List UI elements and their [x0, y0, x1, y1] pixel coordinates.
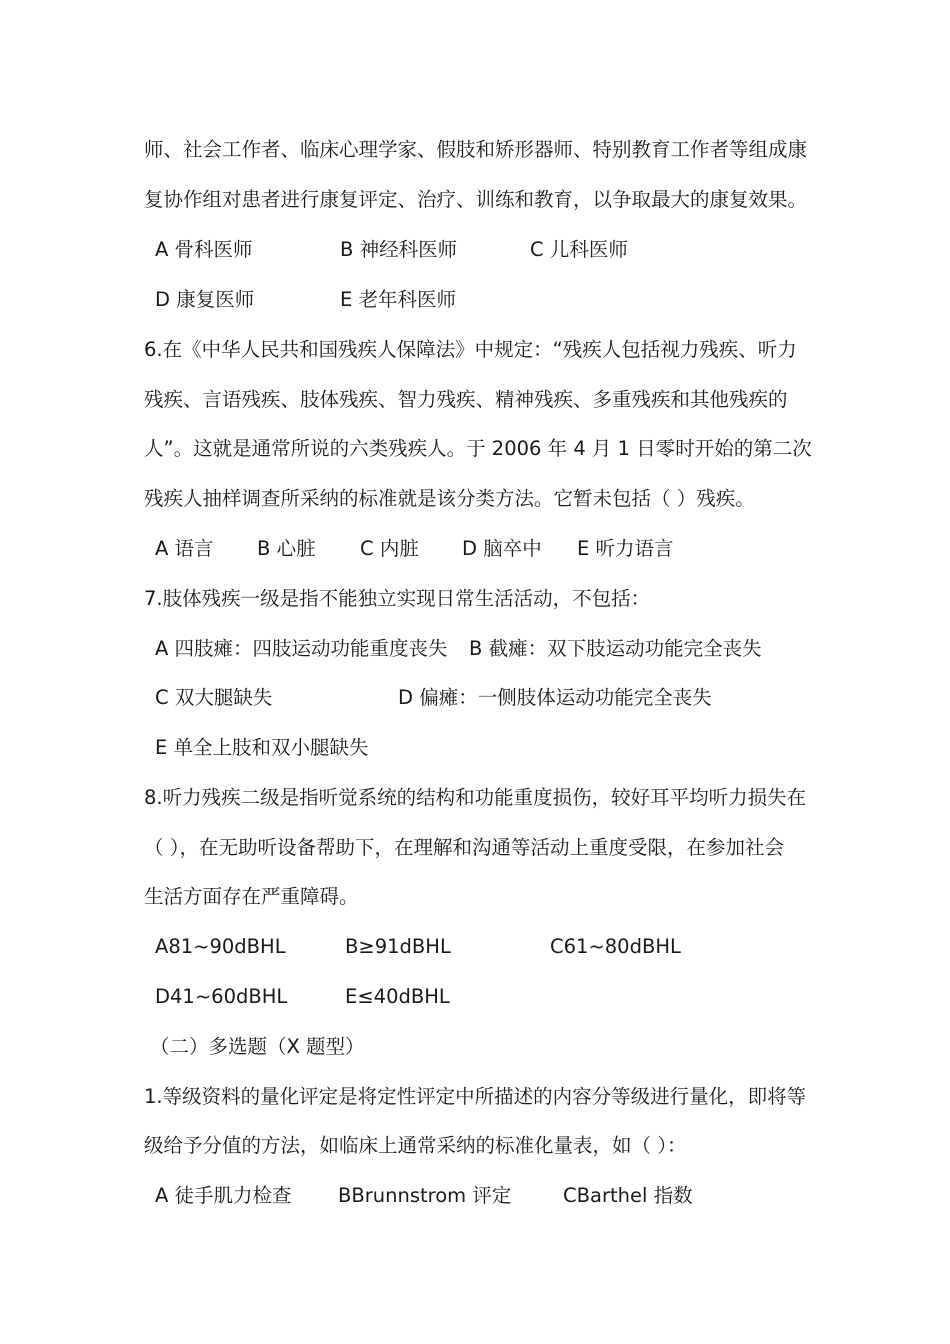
- q7-option-b: B 截瘫：双下肢运动功能完全丧失: [469, 637, 762, 660]
- q7-option-c: C 双大腿缺失: [155, 686, 273, 709]
- q7-option-e: E 单全上肢和双小腿缺失: [155, 736, 369, 759]
- q8-option-a: A81~90dBHL: [155, 935, 286, 958]
- q7-option-a: A 四肢瘫：四肢运动功能重度丧失: [155, 637, 448, 660]
- paragraph-line: 师、社会工作者、临床心理学家、假肢和矫形器师、特别教育工作者等组成康: [144, 138, 808, 161]
- mq1-option-b: BBrunnstrom 评定: [338, 1184, 512, 1207]
- question-6-line: 6.在《中华人民共和国残疾人保障法》中规定：“残疾人包括视力残疾、听力: [144, 338, 797, 361]
- question-8-line: 8.听力残疾二级是指听觉系统的结构和功能重度损伤，较好耳平均听力损失在: [144, 786, 807, 809]
- question-8-line: （ ），在无助听设备帮助下，在理解和沟通等活动上重度受限，在参加社会: [144, 836, 784, 859]
- q5-option-c: C 儿科医师: [530, 238, 628, 261]
- q5-option-e: E 老年科医师: [340, 288, 457, 311]
- q5-option-a: A 骨科医师: [155, 238, 253, 261]
- question-6-line: 人”。这就是通常所说的六类残疾人。于 2006 年 4 月 1 日零时开始的第二次: [144, 437, 812, 460]
- mq1-option-c: CBarthel 指数: [563, 1184, 693, 1207]
- question-7-line: 7.肢体残疾一级是指不能独立实现日常生活活动，不包括：: [144, 587, 651, 610]
- question-6-line: 残疾、言语残疾、肢体残疾、智力残疾、精神残疾、多重残疾和其他残疾的: [144, 388, 788, 411]
- paragraph-line: 复协作组对患者进行康复评定、治疗、训练和教育，以争取最大的康复效果。: [144, 188, 808, 211]
- q6-option-d: D 脑卒中: [462, 537, 542, 560]
- q8-option-e: E≤40dBHL: [345, 985, 450, 1008]
- question-6-line: 残疾人抽样调查所采纳的标准就是该分类方法。它暂未包括（ ）残疾。: [144, 487, 755, 510]
- question-8-line: 生活方面存在严重障碍。: [144, 885, 359, 908]
- multi-question-1-line: 1.等级资料的量化评定是将定性评定中所描述的内容分等级进行量化，即将等: [144, 1085, 807, 1108]
- q6-option-b: B 心脏: [257, 537, 316, 560]
- multi-question-1-line: 级给予分值的方法，如临床上通常采纳的标准化量表，如（ ）：: [144, 1134, 687, 1157]
- q6-option-c: C 内脏: [360, 537, 419, 560]
- q6-option-a: A 语言: [155, 537, 214, 560]
- q6-option-e: E 听力语言: [577, 537, 674, 560]
- q7-option-d: D 偏瘫：一侧肢体运动功能完全丧失: [398, 686, 712, 709]
- mq1-option-a: A 徒手肌力检查: [155, 1184, 292, 1207]
- q8-option-d: D41~60dBHL: [155, 985, 288, 1008]
- q8-option-c: C61~80dBHL: [550, 935, 681, 958]
- q8-option-b: B≥91dBHL: [345, 935, 451, 958]
- section-heading-multiple-choice: （二）多选题（X 题型）: [150, 1035, 365, 1058]
- q5-option-b: B 神经科医师: [340, 238, 458, 261]
- q5-option-d: D 康复医师: [155, 288, 255, 311]
